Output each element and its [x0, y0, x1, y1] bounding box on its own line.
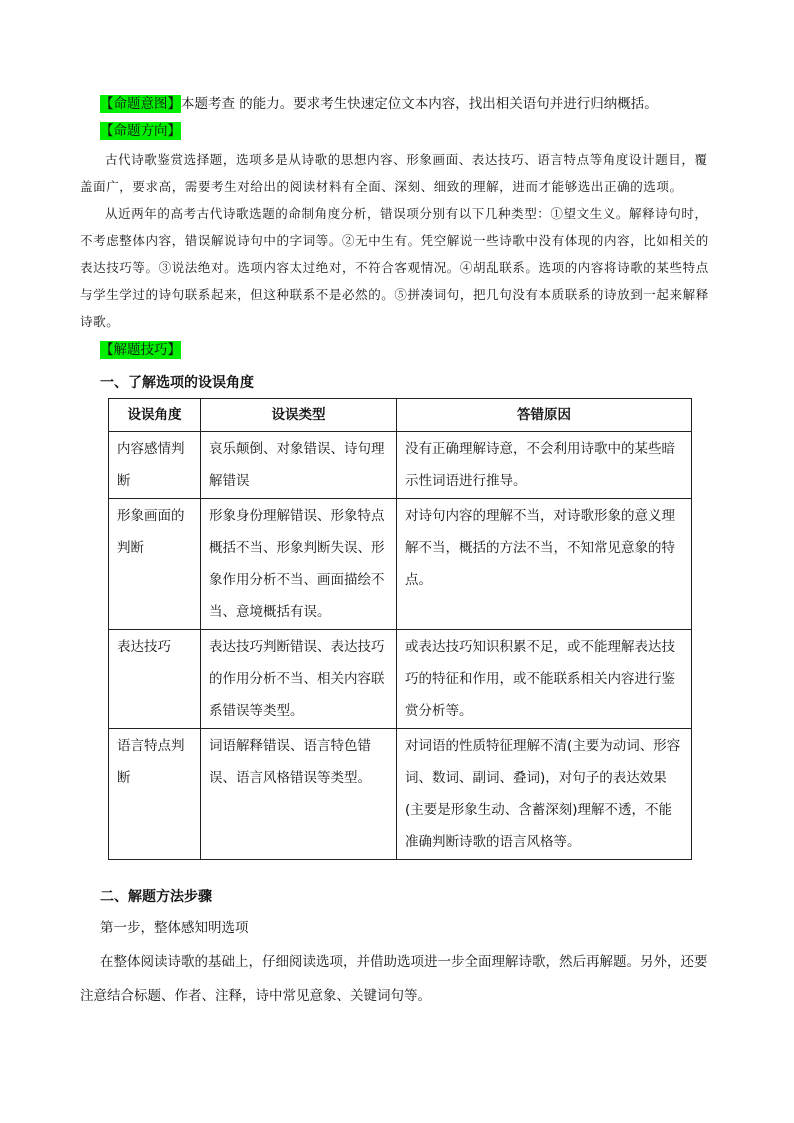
- table-cell: 对诗句内容的理解不当，对诗歌形象的意义理解不当，概括的方法不当，不知常见意象的特点。: [397, 499, 692, 630]
- table-row: [109, 499, 692, 630]
- section1-title: 一、了解选项的设误角度: [100, 375, 254, 391]
- table-cell: 对词语的性质特征理解不清(主要为动词、形容词、数词、副词、叠词)，对句子的表达效果(主要是形象生动、含蓄深刻)理解不透，不能准确判断诗歌的语言风格等。: [397, 729, 692, 860]
- table-cell: 形象身份理解错误、形象特点概括不当、形象判断失误、形象作用分析不当、画面描绘不当、意境概括有误。: [201, 499, 397, 630]
- table-cell: 语言特点判断: [109, 729, 201, 860]
- table-cell: 表达技巧: [109, 630, 201, 729]
- table-cell: 或表达技巧知识积累不足，或不能理解表达技巧的特征和作用，或不能联系相关内容进行鉴赏分析等。: [397, 630, 692, 729]
- step1-title: 第一步，整体感知明选项: [100, 920, 249, 936]
- error-angle-table: [108, 398, 692, 860]
- step1-text: 在整体阅读诗歌的基础上，仔细阅读选项，并借助选项进一步全面理解诗歌，然后再解题。另外，还要注意结合标题、作者、注释，诗中常见意象、关键词句等。: [80, 954, 708, 1004]
- direction-line: [100, 121, 181, 141]
- table-cell: 表达技巧判断错误、表达技巧的作用分析不当、相关内容联系错误等类型。: [201, 630, 397, 729]
- intent-line: [100, 94, 658, 114]
- table-cell: 形象画面的判断: [109, 499, 201, 630]
- table-header-cell: 设误类型: [201, 399, 397, 432]
- table-header-cell: 答错原因: [397, 399, 692, 432]
- table-cell: 没有正确理解诗意，不会利用诗歌中的某些暗示性词语进行推导。: [397, 432, 692, 499]
- direction-body: [80, 146, 716, 335]
- table-cell: 内容感情判断: [109, 432, 201, 499]
- direction-paragraph-1: 古代诗歌鉴赏选择题，选项多是从诗歌的思想内容、形象画面、表达技巧、语言特点等角度设计题目，覆盖面广，要求高，需要考生对给出的阅读材料有全面、深刻、细致的理解，进而才能够选出正确的选项。: [80, 152, 708, 194]
- direction-tag: 【命题方向】: [100, 123, 181, 139]
- intent-text: 本题考查 的能力。要求考生快速定位文本内容，找出相关语句并进行归纳概括。: [181, 96, 658, 112]
- table-row: [109, 729, 692, 860]
- step1-block: [80, 911, 720, 1013]
- table-header-cell: 设误角度: [109, 399, 201, 432]
- direction-paragraph-2: 从近两年的高考古代诗歌选题的命制角度分析，错误项分别有以下几种类型：①望文生义。解释诗句时，不考虑整体内容，错误解说诗句中的字词等。②无中生有。凭空解说一些诗歌中没有体现的内容，比如相关的表达技巧等。③说法绝对。选项内容太过绝对，不符合客观情况。④胡乱联系。选项的内容将诗歌的某些特点与学生学过的诗句联系起来，但这种联系不是必然的。⑤拼凑词句，把几句没有本质联系的诗放到一起来解释诗歌。: [80, 206, 709, 329]
- intent-tag: 【命题意图】: [100, 96, 181, 112]
- table-row: [109, 432, 692, 499]
- section2-title: 二、解题方法步骤: [100, 889, 212, 905]
- table-cell: 词语解释错误、语言特色错误、语言风格错误等类型。: [201, 729, 397, 860]
- table-row: [109, 630, 692, 729]
- table-header-row: [109, 399, 692, 432]
- technique-line: [100, 340, 181, 360]
- technique-tag: 【解题技巧】: [100, 342, 181, 358]
- table-cell: 哀乐颠倒、对象错误、诗句理解错误: [201, 432, 397, 499]
